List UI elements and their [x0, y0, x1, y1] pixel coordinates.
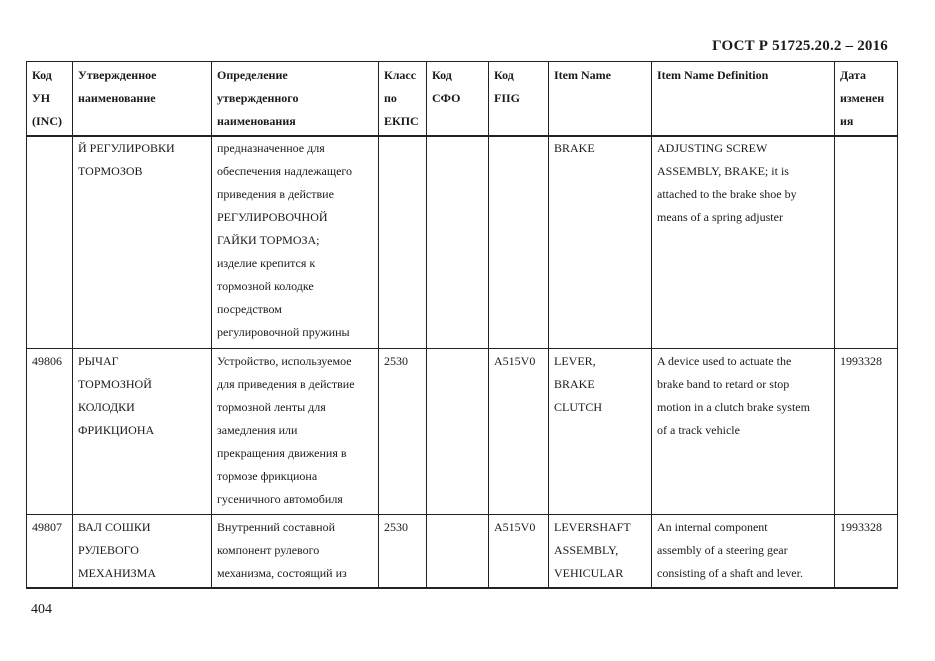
- cell-item-name: BRAKE: [549, 136, 652, 348]
- cell-change-date: 1993328: [835, 514, 898, 588]
- cell-item-name-definition: An internal component assembly of a steering gear consisting of a shaft and lever.: [652, 514, 835, 588]
- cell-definition: Внутренний составной компонент рулевого механизма, состоящий из: [212, 514, 379, 588]
- cell-item-name: LEVERSHAFT ASSEMBLY, VEHICULAR: [549, 514, 652, 588]
- cell-approved-name: Й РЕГУЛИРОВКИ ТОРМОЗОВ: [73, 136, 212, 348]
- cell-ekps-class: 2530: [379, 514, 427, 588]
- cell-definition: предназначенное для обеспечения надлежащего приведения в действие РЕГУЛИРОВОЧНОЙ ГАЙКИ ТОРМОЗА; изделие крепится к тормозной колодке посредством регулировочной пружины: [212, 136, 379, 348]
- header-item-name-definition: Item Name Definition: [652, 62, 835, 137]
- table-header-row: [27, 62, 898, 137]
- header-definition: Определение утвержденного наименования: [212, 62, 379, 137]
- header-fiig-code: Код FIIG: [489, 62, 549, 137]
- cell-change-date: 1993328: [835, 348, 898, 514]
- table-row: [27, 514, 898, 588]
- cell-fiig-code: [489, 136, 549, 348]
- cell-approved-name: ВАЛ СОШКИ РУЛЕВОГО МЕХАНИЗМА: [73, 514, 212, 588]
- cell-approved-name: РЫЧАГ ТОРМОЗНОЙ КОЛОДКИ ФРИКЦИОНА: [73, 348, 212, 514]
- header-approved-name: Утвержденное наименование: [73, 62, 212, 137]
- header-inc: Код УН (INC): [27, 62, 73, 137]
- cell-ekps-class: 2530: [379, 348, 427, 514]
- cell-item-name-definition: A device used to actuate the brake band to retard or stop motion in a clutch brake system of a track vehicle: [652, 348, 835, 514]
- nomenclature-table: [26, 61, 898, 589]
- cell-item-name: LEVER, BRAKE CLUTCH: [549, 348, 652, 514]
- cell-sfo-code: [427, 136, 489, 348]
- page-number: 404: [31, 602, 52, 617]
- header-change-date: Дата изменен ия: [835, 62, 898, 137]
- cell-inc: [27, 136, 73, 348]
- document-standard-number: ГОСТ Р 51725.20.2 – 2016: [712, 38, 888, 54]
- cell-fiig-code: A515V0: [489, 514, 549, 588]
- cell-inc: 49806: [27, 348, 73, 514]
- cell-sfo-code: [427, 514, 489, 588]
- cell-item-name-definition: ADJUSTING SCREW ASSEMBLY, BRAKE; it is attached to the brake shoe by means of a spring adjuster: [652, 136, 835, 348]
- table-row: [27, 348, 898, 514]
- cell-inc: 49807: [27, 514, 73, 588]
- header-item-name: Item Name: [549, 62, 652, 137]
- cell-ekps-class: [379, 136, 427, 348]
- cell-definition: Устройство, используемое для приведения в действие тормозной ленты для замедления или прекращения движения в тормозе фрикциона гусеничного автомобиля: [212, 348, 379, 514]
- cell-change-date: [835, 136, 898, 348]
- table-row: [27, 136, 898, 348]
- header-ekps-class: Класс по ЕКПС: [379, 62, 427, 137]
- cell-fiig-code: A515V0: [489, 348, 549, 514]
- header-sfo-code: Код СФО: [427, 62, 489, 137]
- cell-sfo-code: [427, 348, 489, 514]
